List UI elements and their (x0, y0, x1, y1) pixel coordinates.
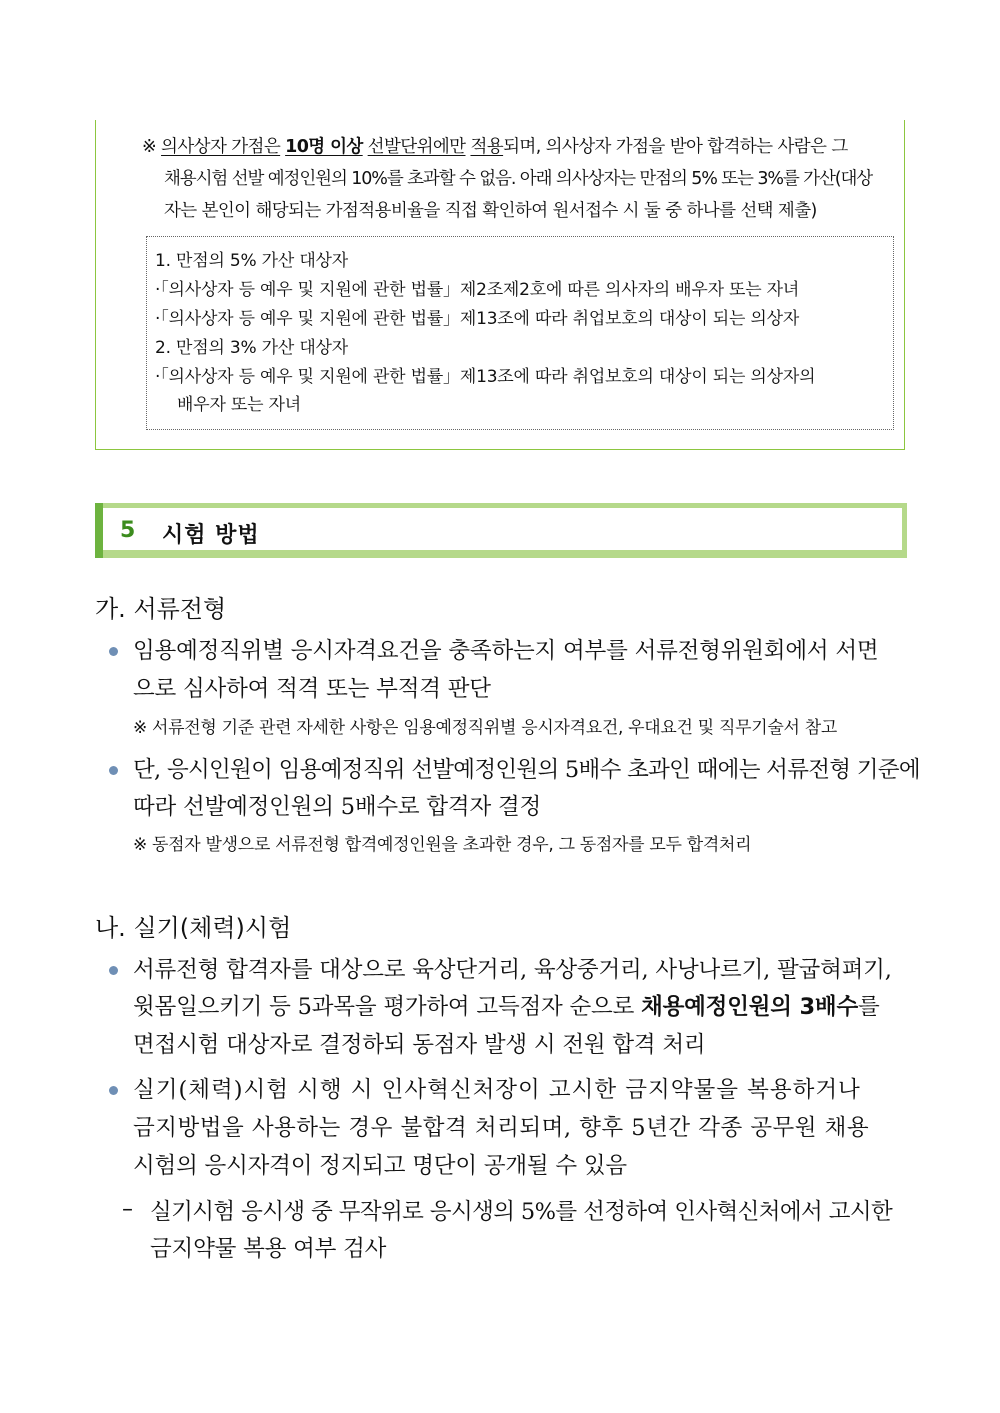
subsection-heading-physical-test: 나. 실기(체력)시험 (95, 914, 292, 942)
eligibility-line: ·「의사상자 등 예우 및 지원에 관한 법률」제13조에 따라 취업보호의 대상이 되는 의상자의 (155, 367, 816, 387)
notice-text-2: 선발단위에만 (367, 137, 466, 157)
notice-text-4: 되며, 의사상자 가점을 받아 합격하는 사람은 그 (503, 137, 848, 157)
eligibility-line: ·「의사상자 등 예우 및 지원에 관한 법률」제2조제2호에 따른 의사자의 배우자 또는 자녀 (155, 280, 800, 300)
notice-line-1 (142, 135, 848, 159)
section-number: 5 (120, 518, 136, 543)
physical-bullet-1-line-3: 면접시험 대상자로 결정하되 동점자 발생 시 전원 합격 처리 (133, 1032, 706, 1058)
subsection-heading-documents: 가. 서류전형 (95, 595, 227, 623)
eligibility-line: 2. 만점의 3% 가산 대상자 (155, 338, 348, 358)
bullet-icon (109, 966, 118, 975)
section-title: 시험 방법 (162, 523, 260, 548)
bullet-icon (109, 766, 118, 775)
physical-bullet-1-line-2 (133, 992, 880, 1022)
eligibility-line: ·「의사상자 등 예우 및 지원에 관한 법률」제13조에 따라 취업보호의 대상이 되는 의상자 (155, 309, 800, 329)
eligibility-line: 1. 만점의 5% 가산 대상자 (155, 251, 348, 271)
eligibility-line: 배우자 또는 자녀 (177, 395, 301, 415)
documents-note-2: ※ 동점자 발생으로 서류전형 합격예정인원을 초과한 경우, 그 동점자를 모두 합격처리 (133, 835, 752, 855)
documents-bullet-2-line-2: 따라 선발예정인원의 5배수로 합격자 결정 (133, 794, 542, 820)
physical-bullet-2-line-2: 금지방법을 사용하는 경우 불합격 처리되며, 향후 5년간 각종 공무원 채용 (133, 1115, 870, 1141)
documents-bullet-1-line-1: 임용예정직위별 응시자격요건을 충족하는지 여부를 서류전형위원회에서 서면 (133, 638, 879, 664)
physical-bullet-1-line-1: 서류전형 합격자를 대상으로 육상단거리, 육상중거리, 사낭나르기, 팔굽혀펴기, (133, 957, 892, 983)
documents-bullet-2-line-1: 단, 응시인원이 임용예정직위 선발예정인원의 5배수 초과인 때에는 서류전형 기준에 (133, 757, 920, 783)
notice-line-2: 채용시험 선발 예정인원의 10%를 초과할 수 없음. 아래 의사상자는 만점의 5% 또는 3%를 가산(대상 (164, 169, 873, 189)
physical-bullet-1-suffix: 를 (857, 994, 880, 1020)
documents-bullet-1-line-2: 으로 심사하여 적격 또는 부적격 판단 (133, 676, 491, 702)
documents-note-1: ※ 서류전형 기준 관련 자세한 사항은 임용예정직위별 응시자격요건, 우대요건 및 직무기술서 참고 (133, 718, 837, 738)
notice-mark: ※ (142, 137, 157, 157)
bullet-icon (109, 647, 118, 656)
notice-box (95, 120, 905, 450)
section-header-underline (95, 550, 907, 558)
notice-line-3: 자는 본인이 해당되는 가점적용비율을 직접 확인하여 원서접수 시 둘 중 하나를 선택 제출) (164, 201, 817, 221)
physical-bullet-1-text: 윗몸일으키기 등 5과목을 평가하여 고득점자 순으로 (133, 994, 635, 1020)
section-header (95, 503, 907, 558)
physical-subitem-line-2: 금지약물 복용 여부 검사 (150, 1236, 387, 1262)
physical-subitem-line-1: 실기시험 응시생 중 무작위로 응시생의 5%를 선정하여 인사혁신처에서 고시한 (150, 1199, 893, 1225)
physical-bullet-2-line-3: 시험의 응시자격이 정지되고 명단이 공개될 수 있음 (133, 1153, 627, 1179)
notice-text-highlight: 10명 이상 (285, 137, 363, 157)
notice-text-1: 의사상자 가점은 (161, 137, 281, 157)
physical-bullet-1-highlight: 채용예정인원의 3배수 (641, 994, 858, 1020)
eligibility-box (146, 236, 894, 430)
physical-bullet-2-line-1: 실기(체력)시험 시행 시 인사혁신처장이 고시한 금지약물을 복용하거나 (133, 1077, 861, 1103)
section-header-accent (95, 503, 103, 558)
notice-text-3: 적용 (470, 137, 504, 157)
bullet-icon (109, 1086, 118, 1095)
dash-marker: – (122, 1197, 133, 1222)
